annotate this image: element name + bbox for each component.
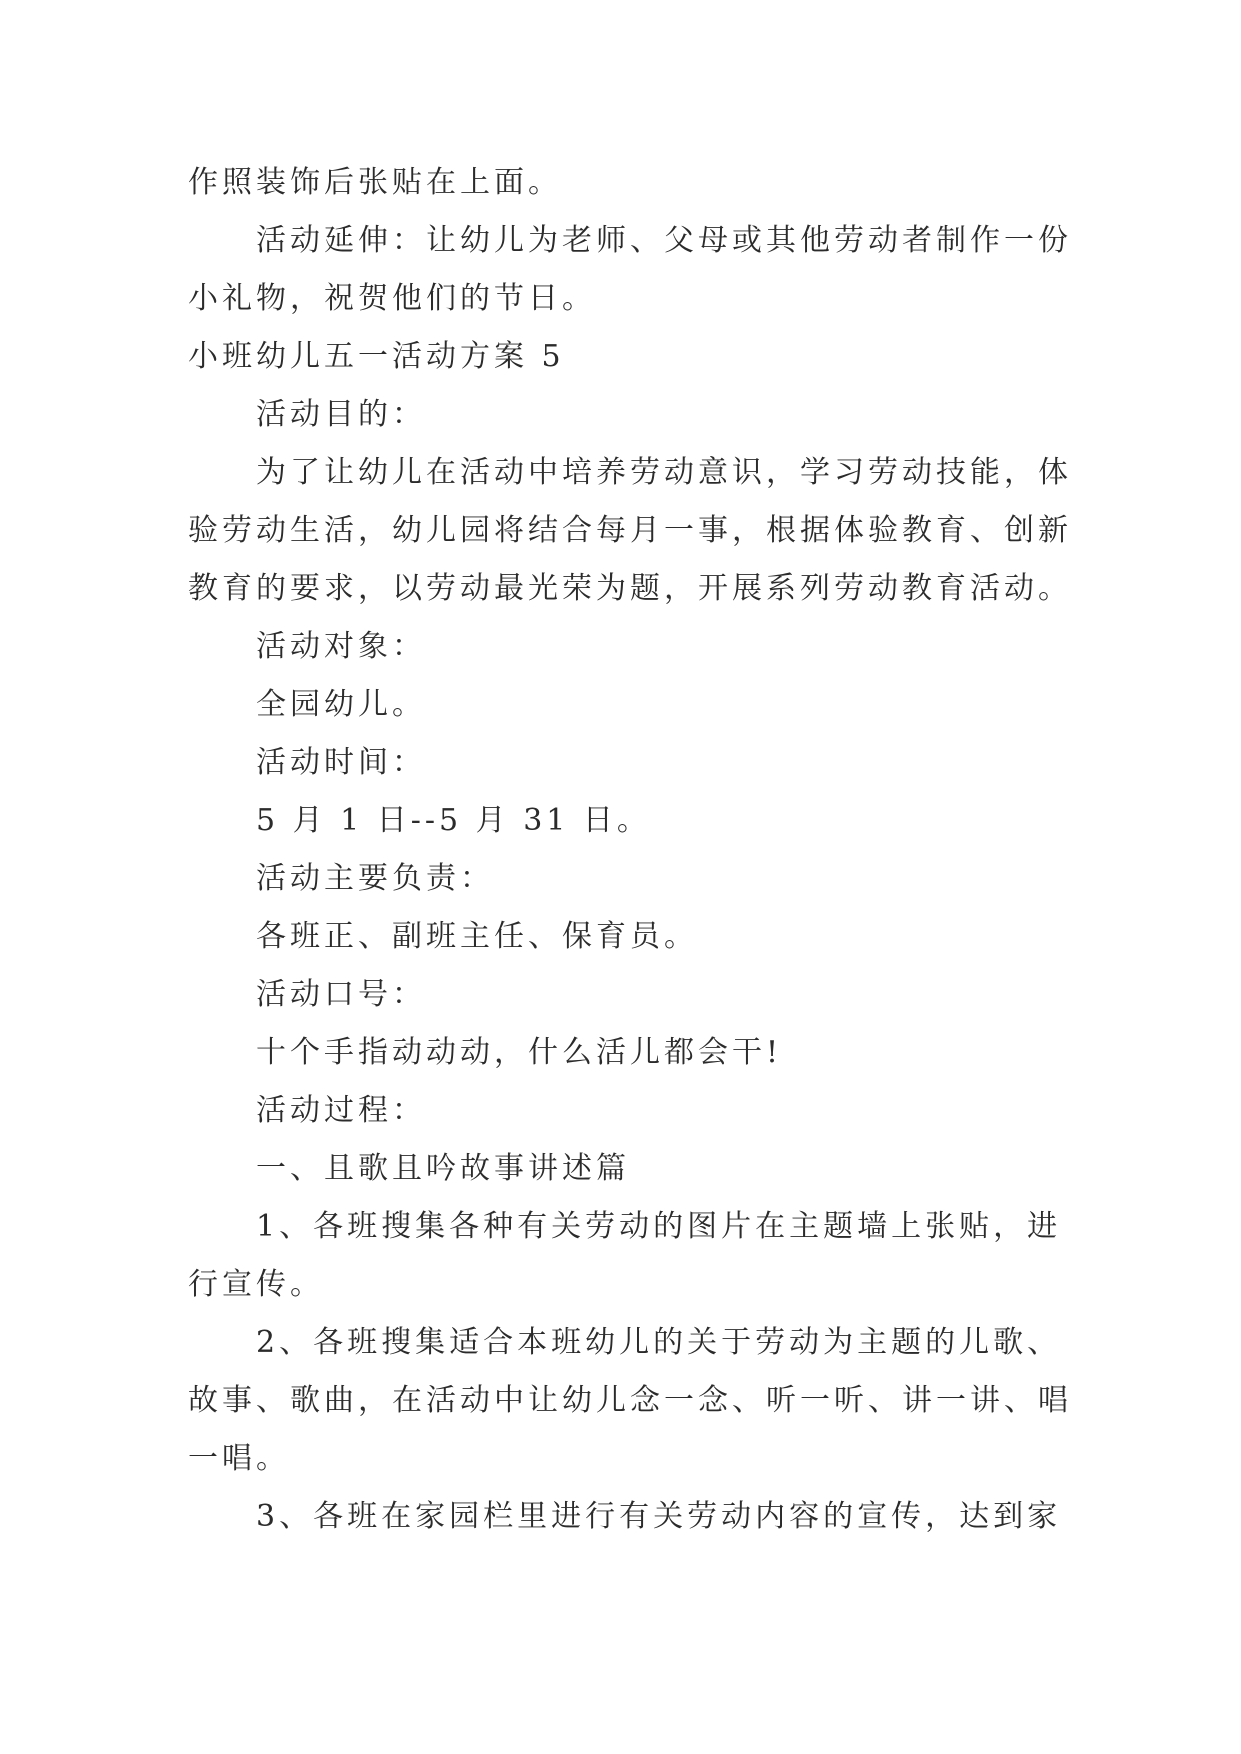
text-line: 教育的要求，以劳动最光荣为题，开展系列劳动教育活动。	[188, 571, 1072, 606]
text-line: 2、各班搜集适合本班幼儿的关于劳动为主题的儿歌、	[256, 1325, 1062, 1360]
text-line: 十个手指动动动，什么活儿都会干!	[256, 1035, 783, 1070]
text-line: 5 月 1 日--5 月 31 日。	[256, 803, 651, 838]
text-line: 活动过程：	[256, 1093, 426, 1128]
text-line: 各班正、副班主任、保育员。	[256, 919, 698, 954]
text-line: 一、且歌且吟故事讲述篇	[256, 1151, 630, 1186]
text-line: 验劳动生活，幼儿园将结合每月一事，根据体验教育、创新	[188, 513, 1072, 548]
text-line: 活动口号：	[256, 977, 426, 1012]
text-line: 全园幼儿。	[256, 687, 426, 722]
text-line: 为了让幼儿在活动中培养劳动意识，学习劳动技能，体	[256, 455, 1072, 490]
document-body	[188, 154, 1072, 1546]
text-line: 活动目的：	[256, 397, 426, 432]
text-line: 作照装饰后张贴在上面。	[188, 165, 562, 200]
text-line: 行宣传。	[188, 1267, 324, 1302]
section-heading: 小班幼儿五一活动方案 5	[188, 339, 565, 374]
text-line: 故事、歌曲，在活动中让幼儿念一念、听一听、讲一讲、唱	[188, 1383, 1072, 1418]
text-line: 3、各班在家园栏里进行有关劳动内容的宣传，达到家	[256, 1499, 1062, 1534]
text-line: 活动对象：	[256, 629, 426, 664]
text-line: 活动主要负责：	[256, 861, 494, 896]
text-line: 一唱。	[188, 1441, 290, 1476]
text-line: 活动时间：	[256, 745, 426, 780]
text-line: 活动延伸：让幼儿为老师、父母或其他劳动者制作一份	[256, 223, 1072, 258]
text-line: 1、各班搜集各种有关劳动的图片在主题墙上张贴，进	[256, 1209, 1062, 1244]
text-line: 小礼物，祝贺他们的节日。	[188, 281, 596, 316]
